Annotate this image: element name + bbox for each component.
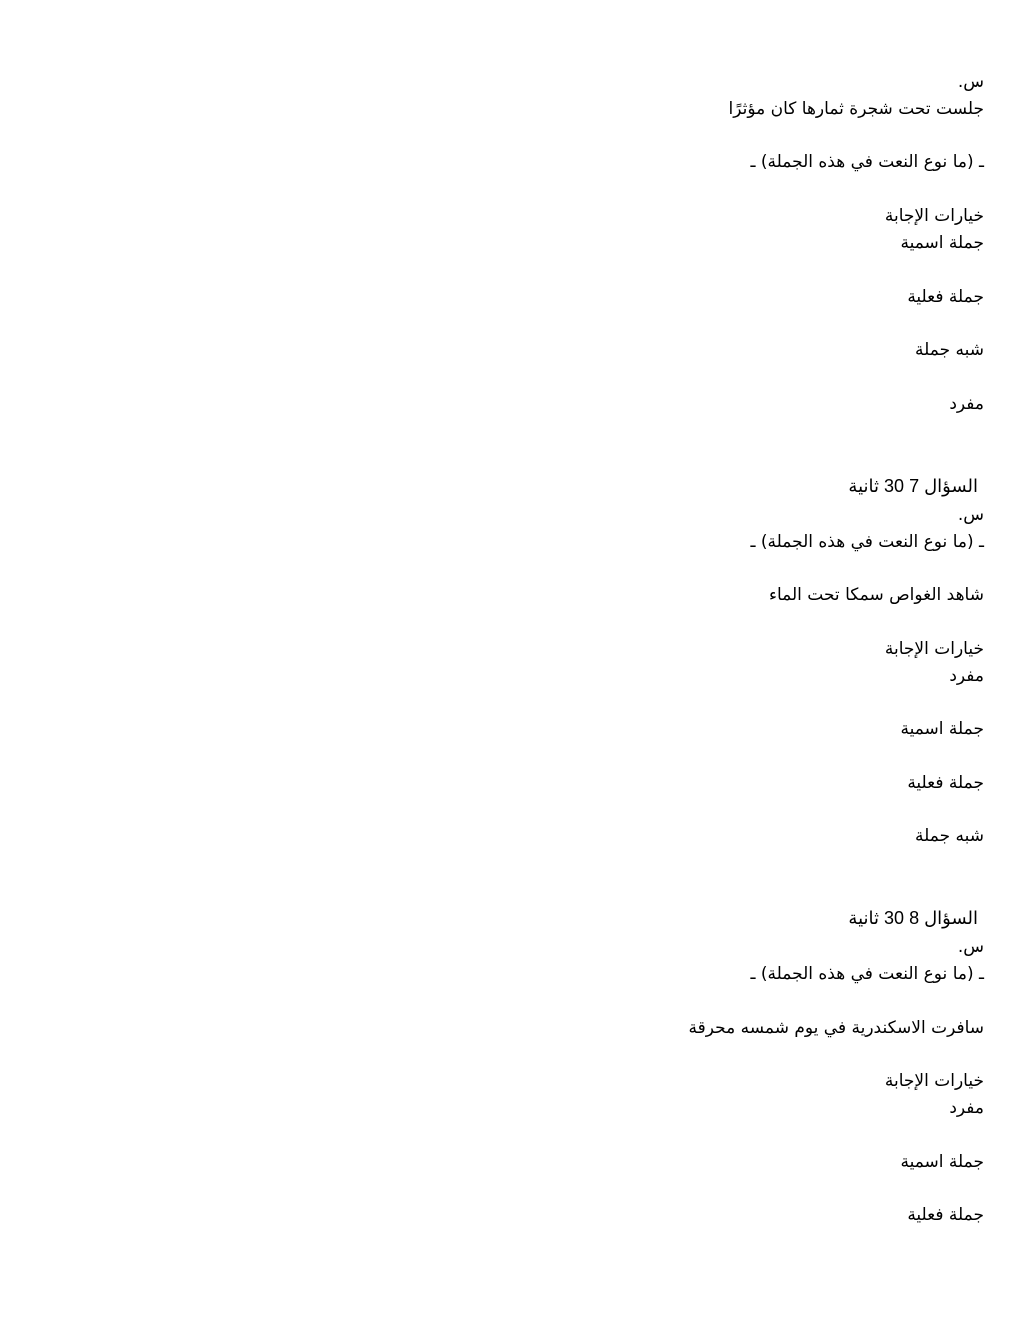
answer-option: شبه جملة [915,340,984,360]
question-prefix: س. [957,937,984,957]
answer-option: مفرد [949,394,984,414]
question-heading: السؤال 7 30 ثانية [848,476,978,496]
answer-option: شبه جملة [915,826,984,846]
answer-option: جملة اسمية [900,1152,984,1172]
question-sentence: شاهد الغواص سمكا تحت الماء [768,585,984,605]
answer-option: جملة فعلية [907,1205,984,1225]
answer-option: جملة فعلية [907,773,984,793]
options-label: خيارات الإجابة [884,639,984,659]
question-text: ـ (ما نوع النعت في هذه الجملة) ـ [750,532,984,552]
question-sentence: سافرت الاسكندرية في يوم شمسه محرقة [688,1018,984,1038]
options-label: خيارات الإجابة [884,1071,984,1091]
question-heading: السؤال 8 30 ثانية [848,908,978,928]
answer-option: مفرد [949,666,984,686]
question-text: ـ (ما نوع النعت في هذه الجملة) ـ [750,964,984,984]
answer-option: جملة اسمية [900,719,984,739]
question-prefix: س. [957,505,984,525]
answer-option: مفرد [949,1098,984,1118]
answer-option: جملة اسمية [900,233,984,253]
question-text: ـ (ما نوع النعت في هذه الجملة) ـ [750,152,984,172]
question-sentence: جلست تحت شجرة ثمارها كان مؤثرًا [728,99,984,119]
answer-option: جملة فعلية [907,287,984,307]
options-label: خيارات الإجابة [884,206,984,226]
question-prefix: س. [957,72,984,92]
